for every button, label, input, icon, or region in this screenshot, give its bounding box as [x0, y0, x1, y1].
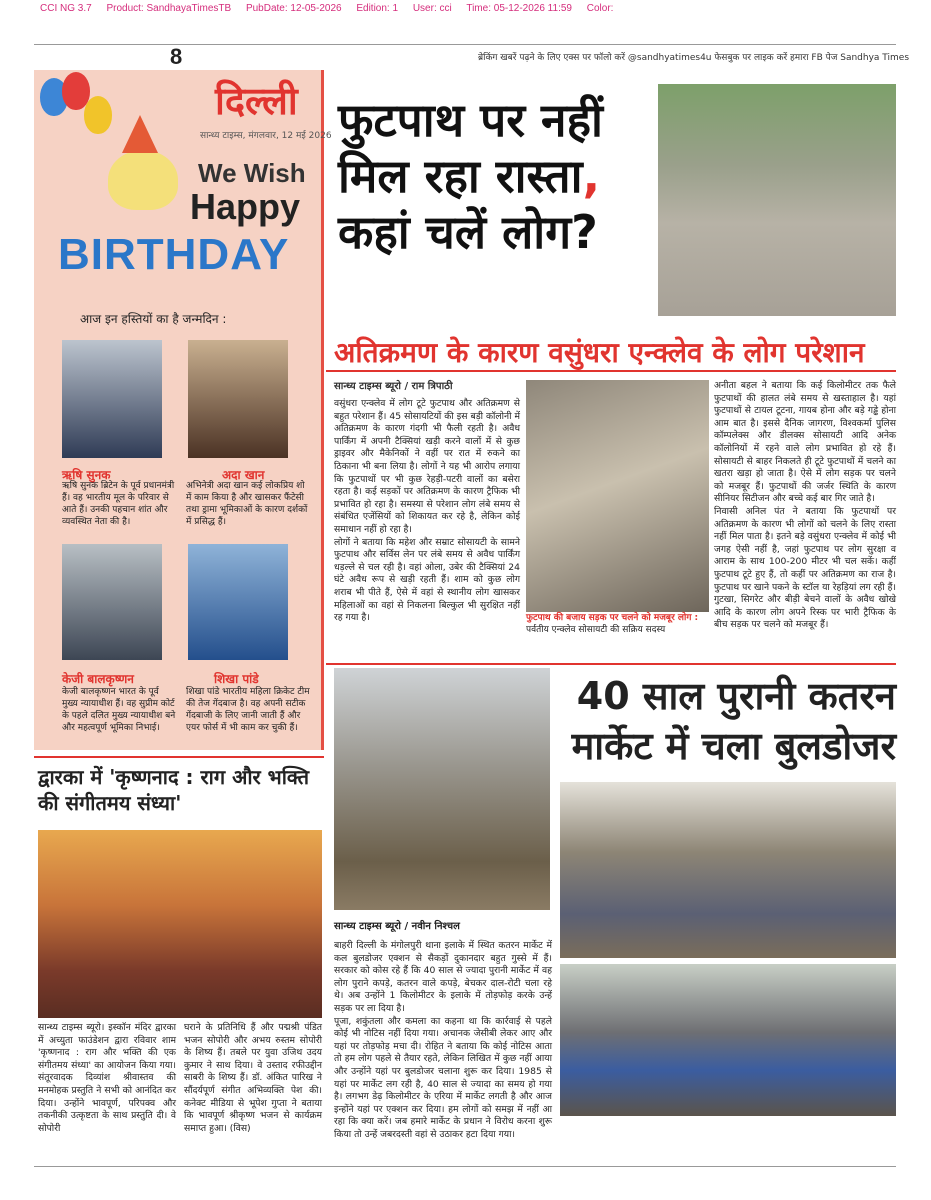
bulldozer-action-photo [334, 668, 550, 910]
santoor-concert-photo [38, 830, 322, 1018]
rule [34, 756, 324, 758]
page-number: 8 [170, 44, 183, 69]
photo-caption [526, 612, 709, 636]
slug-code: CCI NG 3.7 [40, 3, 92, 14]
headline-line [338, 148, 658, 204]
section-name: दिल्ली [215, 79, 298, 123]
caption-bold: फुटपाथ की बजाय सड़क पर चलने को मजबूर लोग : [526, 613, 699, 623]
story3-column-1: सान्ध्य टाइम्स ब्यूरो। इस्कॉन मंदिर द्वारका में अच्युता फाउंडेशन द्वारा रविवार शाम 'कृष्णनाद : राग और भक्ति की एक संगीतमय संध्या' का आयोजन किया गया। संतूरवादक दिव्यांश श्रीवास्तव की मनमोहक प्रस्तुति ने सभी को आनंदित कर दिया। उन्होंने भावपूर्ण, परिपक्व और तकनीकी उत्कृष्टता के साथ प्रस्तुति दी। वे सोपोरी [38, 1022, 176, 1134]
print-slug [0, 0, 931, 20]
dateline: सान्ध्य टाइम्स, मंगलवार, 12 मई 2026 [200, 131, 332, 141]
bottom-rule [34, 1166, 896, 1167]
person-photo-rishi-sunak [62, 340, 162, 458]
headline-dwarka: द्वारका में 'कृष्णनाद : राग और भक्ति की संगीतमय संध्या' [38, 765, 310, 815]
person-desc: शिखा पांडे भारतीय महिला क्रिकेट टीम की तेज गेंदबाज है। वह अपनी सटीक गेंदबाजी के लिए जानी जाती हैं और एयर फोर्स में भी काम कर चुकी हैं। [186, 687, 310, 733]
story3-column-2: घराने के प्रतिनिधि हैं और पद्मश्री पंडित भजन सोपोरी और अभय रुस्तम सोपोरी के शिष्य हैं। तबले पर युवा उजिथ उदय कुमार ने साथ दिया। वे उस्ताद रफीउद्दीन साबरी के शिष्य हैं। डॉ. अंकित पारिख ने सौंदर्यपूर्ण संगीत अभिव्यक्ति पेश की। कनेक्ट मीडिया से भूपेश गुप्ता ने बताया कि भावपूर्ण श्रीकृष्ण भजन से कार्यक्रम समाप्त हुआ। (विस) [184, 1022, 322, 1134]
party-character-icon [108, 150, 178, 210]
person-name: ऋषि सुनक [62, 468, 111, 482]
headline-text: मिल रहा रास्ता [338, 149, 583, 203]
balloon-yellow-icon [84, 96, 112, 134]
headline-line: फुटपाथ पर नहीं [338, 93, 603, 147]
person-photo-ada-khan [188, 340, 288, 458]
headline-line: कहां चलें लोग? [338, 205, 598, 259]
broken-footpath-photo [526, 380, 709, 612]
person-desc: ऋषि सुनक ब्रिटेन के पूर्व प्रधानमंत्री हैं। वह भारतीय मूल के परिवार से आते हैं। उनकी पहचान शांत और व्यवस्थित नेता की है। [62, 481, 175, 527]
story1-column-2: अनीता बहल ने बताया कि कई किलोमीटर तक फैले फुटपाथों की हालत लंबे समय से खस्ताहाल है। यहां फुटपाथों से टायल टूटना, गायब होना और बड़े गड्ढे होना आम बात है। इससे दैनिक जागरण, विश्वकर्मा पुलिस कॉम्पलेक्स और डीलक्स सोसायटी आदि अनेक कॉलोनियों में रहने वाले लोग प्रभावित हो रहे हैं। सोसायटी से बाहर निकलते ही टूटे फुटपाथों में चलने का खतरा खड़ा हो जाता है। ऐसे में लोग सड़क पर चलने को मजबूर हैं। फुटपाथों की जर्जर स्थिति के कारण सीनियर सिटीजन और बच्चे कई बार गिर जाते है। निवासी अनिल पंत ने बताया कि फुटपाथों पर अतिक्रमण के कारण भी लोगों को चलने के लिए रास्ता नहीं मिल पाता है। इतने बड़े वसुंधरा एन्क्लेव में कोई भी जगह ऐसी नहीं है, जहां फुटपाथ पर लोग सुरक्षा व आराम के साथ 100-200 मीटर भी चल सकें। कहीं फुटपाथ टूटे हुए हैं, तो कहीं पर अतिक्रमण का राज है। फुटपाथ पर खाने पकने के स्टॉल या रेहड़ियां लग रही हैं। गुटखा, सिगरेट और बीड़ी बेचने वालों के अवैध खोखे आदि के कारण लोग अपने रिस्क पर भारी ट्रैफिक के बीच सड़क पर चलने को मजबूर हैं। [714, 380, 896, 631]
happy-text: Happy [190, 186, 301, 227]
person-name: केजी बालकृष्णन [62, 672, 134, 686]
headline-footpath [338, 92, 658, 260]
story1-byline: सान्ध्य टाइम्स ब्यूरो / राम त्रिपाठी [334, 381, 453, 392]
rule [326, 663, 896, 665]
slug-color: Color: [586, 3, 614, 14]
person-desc: केजी बालकृष्णन भारत के पूर्व मुख्य न्यायाधीश हैं। वह सुप्रीम कोर्ट के पहले दलित मुख्य न्यायाधीश बने और महत्वपूर्ण भूमिका निभाई। [62, 687, 176, 733]
story2-body: बाहरी दिल्ली के मंगोलपुरी थाना इलाके में स्थित कतरन मार्केट में कल बुलडोजर एक्शन से सैकड़ों दुकानदार बहुत गुस्से में हैं। सरकार को कोस रहे हैं कि 40 साल से ज्यादा पुरानी मार्केट में वह लोग पुराने कपड़े, कतरन वाले कपड़े, बेचकर दाल-रोटी चला रहे थे। अब उन्होंने 1 किलोमीटर के इलाके में तोड़फोड़ करके उन्हें सड़क पर ला दिया है। पूजा, शकुंतला और कमला का कहना था कि कार्रवाई से पहले कोई भी नोटिस नहीं दिया गया। अचानक जेसीबी लेकर आए और यहां पर तोड़फोड़ मचा दी। रोहित ने बताया कि कोई नोटिस आता तो हम लोग पहले से तैयार रहते, लेकिन लिखित में कुछ नहीं आया और उन्होंने यहां पर बुलडोजर चलाना शुरू कर दिया। 1985 से यहां पर मार्केट लग रही है, 40 साल से ज्यादा का समय हो गया है। लगभग डेढ़ किलोमीटर के एरिया में मार्केट लगती है और आज इन्होंने यहां पर एक्शन कर दिया। हम लोगों को समझ में नहीं आ रहा कि क्या करें। जब हमारे मार्केट के प्रधान ने विरोध करना शुरू किया तो उन्हें जबरदस्ती वहां से उठाकर हटा दिया गया। [334, 940, 552, 1140]
birthday-subtitle: आज इन हस्तियों का है जन्मदिन : [80, 312, 227, 326]
social-promo: ब्रेकिंग खबरें पढ़ने के लिए एक्स पर फॉलो करें @sandhyatimes4u फेसबुक पर लाइक करें हमारा FB पेज Sandhya Times [478, 53, 910, 63]
headline-comma: , [582, 149, 601, 203]
story1-subhead: अतिक्रमण के कारण वसुंधरा एन्क्लेव के लोग परेशान [334, 336, 865, 369]
story1-column-1: वसुंधरा एन्क्लेव में लोग टूटे फुटपाथ और अतिक्रमण से बहुत परेशान हैं। 45 सोसायटियों की इस बड़ी कॉलोनी में अतिक्रमण के कारण गंदगी भी फैली रहती है। अवैध पार्किंग में अपनी टैक्सियां खड़ी करने वालों में से कुछ ड्राइवर और मैकेनिकों ने वहीं पर रात में रुकने का ठिकाना भी बना लिया है। लोगों ने यह भी आरोप लगाया कि फुटपाथों पर भी कुछ रेहड़ी-पटरी वालों का बसेरा रहता है। कई सड़कों पर अतिक्रमण के कारण ट्रैफिक भी प्रभावित हो रहा है। समस्या से परेशान लोग लंबे समय से संबंधित एजेंसियों को शिकायत कर रहे है, लेकिन कोई समाधान नहीं हो रहा है। लोगों ने बताया कि महेश और सम्राट सोसायटी के सामने फुटपाथ और सर्विस लेन पर लंबे समय से अवैध पार्किंग धड़ल्ले से चल रही है। वहां ओला, उबेर की टैक्सियां 24 घंटे अवैध रूप से खड़ी रहती हैं। शाम को कुछ लोग शराब भी पीते हैं, ऐसे में वहां से स्थानीय लोग खासकर महिलाओं का वहां से निकलना बिल्कुल भी सुरक्षित नहीं रह गया है। [334, 398, 520, 624]
demolished-stalls-photo [560, 964, 896, 1116]
slug-pubdate: PubDate: 12-05-2026 [245, 3, 342, 14]
person-desc: अभिनेत्री अदा खान कई लोकप्रिय शो में काम किया है और खासकर फैंटेसी तथा ड्रामा भूमिकाओं के कारण दर्शकों में प्रसिद्ध हैं। [186, 481, 308, 527]
birthday-text: BIRTHDAY [58, 230, 290, 279]
headline-bulldozer [562, 671, 896, 771]
person-name: अदा खान [222, 468, 265, 482]
demolished-market-photo [560, 782, 896, 958]
we-wish-text: We Wish [198, 158, 306, 188]
person-name: शिखा पांडे [214, 672, 259, 686]
footpath-encroachment-photo [658, 84, 896, 316]
slug-user: User: cci [412, 3, 452, 14]
rule [326, 370, 896, 372]
headline-line: 40 साल पुरानी कतरन [576, 674, 896, 718]
top-rule [34, 44, 896, 45]
story2-byline: सान्ध्य टाइम्स ब्यूरो / नवीन निश्चल [334, 921, 460, 932]
slug-time: Time: 05-12-2026 11:59 [466, 3, 572, 14]
person-photo-kg-balakrishnan [62, 544, 162, 660]
caption-text: पर्वतीय एन्क्लेव सोसायटी की सक्रिय सदस्य [526, 625, 666, 635]
slug-edition: Edition: 1 [356, 3, 399, 14]
party-hat-icon [122, 115, 158, 153]
person-photo-shikha-pandey [188, 544, 288, 660]
slug-product: Product: SandhayaTimesTB [106, 3, 232, 14]
headline-line: मार्केट में चला बुलडोजर [571, 724, 896, 768]
